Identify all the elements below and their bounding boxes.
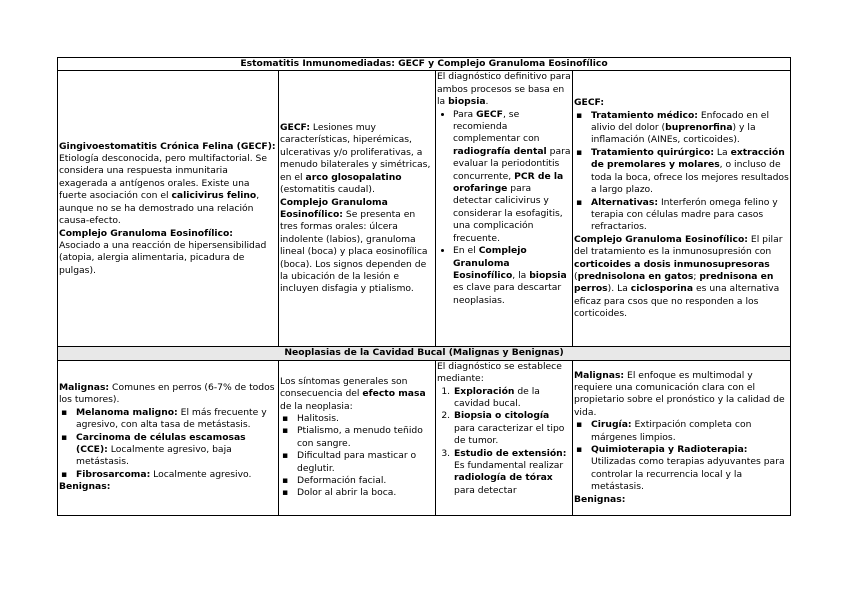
malignas-list	[59, 407, 277, 481]
document-page	[57, 57, 791, 516]
list-item: ▪ Melanoma maligno: El más frecuente y agresivo, con alta tasa de metástasis.	[59, 407, 277, 432]
list-item: ▪ Alternativas: Interferón omega felino y terapia con células madre para casos refractarios.	[574, 197, 789, 234]
section-header-estomatitis: Estomatitis Inmunomediadas: GECF y Complejo Granuloma Eosinofílico	[58, 58, 791, 71]
list-item: • Para GECF, se recomienda complementar con radiografía dental para evaluar la periodontitis concurrente, PCR de la orofaringe para detectar calicivirus y considerar la esofagitis, una complicación frecuente.	[453, 109, 571, 245]
cell-diagnostico-estomatitis	[436, 71, 573, 347]
list-item: ▪ Fibrosarcoma: Localmente agresivo.	[59, 469, 277, 481]
list-item: 2. Biopsia o citología para caracterizar el tipo de tumor.	[453, 410, 571, 447]
list-item: • En el Complejo Granuloma Eosinofílico, la biopsia es clave para descartar neoplasias.	[453, 245, 571, 307]
paragraph-benignas: Benignas:	[59, 481, 111, 493]
diagnostico-list	[437, 109, 571, 308]
section-header-neoplasias: Neoplasias de la Cavidad Bucal (Malignas y Benignas)	[58, 347, 791, 360]
tratamiento-list	[574, 110, 789, 234]
list-item: ▪ Ptialismo, a menudo teñido con sangre.	[280, 425, 434, 450]
cell-signos-estomatitis	[279, 71, 436, 347]
paragraph-gecf-signos: GECF: Lesiones muy características, hiperémicas, ulcerativas y/o proliferativas, a menudo bilaterales y simétricas, en el arco glosopalatino (estomatitis caudal).	[280, 122, 431, 196]
list-item: ▪ Carcinoma de células escamosas (CCE): Localmente agresivo, baja metástasis.	[59, 432, 277, 469]
cell-diagnostico-neoplasias	[436, 360, 573, 515]
paragraph-malignas: Malignas: Comunes en perros (6-7% de todos los tumores).	[59, 381, 275, 406]
cell-tratamiento-estomatitis	[573, 71, 791, 347]
tratamiento-neo-list	[574, 419, 789, 493]
paragraph-granuloma-signos: Complejo Granuloma Eosinofílico: Se presenta en tres formas orales: úlcera indolente (labios), granuloma lineal (boca) y placa eosinofílica (boca). Los signos dependen de la ubicación de la lesión e incluyen disfagia y ptialismo.	[280, 196, 428, 295]
paragraph-sintomas-intro: Los síntomas generales son consecuencia del efecto masa de la neoplasia:	[280, 375, 426, 412]
summary-table	[57, 57, 791, 516]
list-item: ▪ Cirugía: Extirpación completa con márgenes limpios.	[574, 419, 789, 444]
cell-tipos-neoplasias	[58, 360, 279, 515]
list-item: ▪ Tratamiento quirúrgico: La extracción de premolares y molares, o incluso de toda la boca, ofrece los mejores resultados a largo plazo.	[574, 147, 789, 197]
cell-etiologia-estomatitis	[58, 71, 279, 347]
list-item: ▪ Dolor al abrir la boca.	[280, 487, 434, 499]
paragraph-granuloma-tratamiento: Complejo Granuloma Eosinofílico: El pilar del tratamiento es la inmunosupresión con corticoides a dosis inmunosupresoras (prednisolona en gatos; prednisona en perros). La ciclosporina es una alternativa eficaz para csos que no responden a los corticoides.	[574, 233, 783, 320]
list-item: ▪ Dificultad para masticar o deglutir.	[280, 450, 434, 475]
list-item: ▪ Deformación facial.	[280, 475, 434, 487]
list-item: ▪ Quimioterapia y Radioterapia: Utilizadas como terapias adyuvantes para controlar la recurrencia local y la metástasis.	[574, 444, 789, 494]
paragraph-diagnostico-intro: El diagnóstico definitivo para ambos procesos se basa en la biopsia.	[437, 71, 571, 108]
diagnostico-neo-list	[437, 386, 571, 498]
list-item: ▪ Halitosis.	[280, 413, 434, 425]
cell-tratamiento-neoplasias	[573, 360, 791, 515]
paragraph-granuloma: Complejo Granuloma Eosinofílico: Asociado a una reacción de hipersensibilidad (atopia, alergia alimentaria, picadura de pulgas).	[59, 227, 267, 276]
list-item: 1. Exploración de la cavidad bucal.	[453, 386, 571, 411]
list-item: ▪ Tratamiento médico: Enfocado en el alivio del dolor (buprenorfina) y la inflamación (AINEs, corticoides).	[574, 110, 789, 147]
sintomas-list	[280, 413, 434, 500]
paragraph-benignas-tratamiento: Benignas:	[574, 493, 626, 505]
paragraph-gecf: Gingivoestomatitis Crónica Felina (GECF): Etiología desconocida, pero multifactorial. Se considera una respuesta inmunitaria exagerada a antígenos orales. Existe una fuerte asociación con el calicivirus felino, aunque no se ha demostrado una relación causa-efecto.	[59, 140, 276, 227]
paragraph-diagnostico-neo-intro: El diagnóstico se establece mediante:	[437, 360, 562, 385]
list-item: 3. Estudio de extensión: Es fundamental realizar radiología de tórax para detectar	[453, 448, 571, 498]
paragraph-gecf-tratamiento-header: GECF:	[574, 97, 605, 109]
cell-signos-neoplasias	[279, 360, 436, 515]
paragraph-malignas-tratamiento: Malignas: El enfoque es multimodal y requiere una comunicación clara con el propietario sobre el pronóstico y la calidad de vida.	[574, 369, 785, 418]
